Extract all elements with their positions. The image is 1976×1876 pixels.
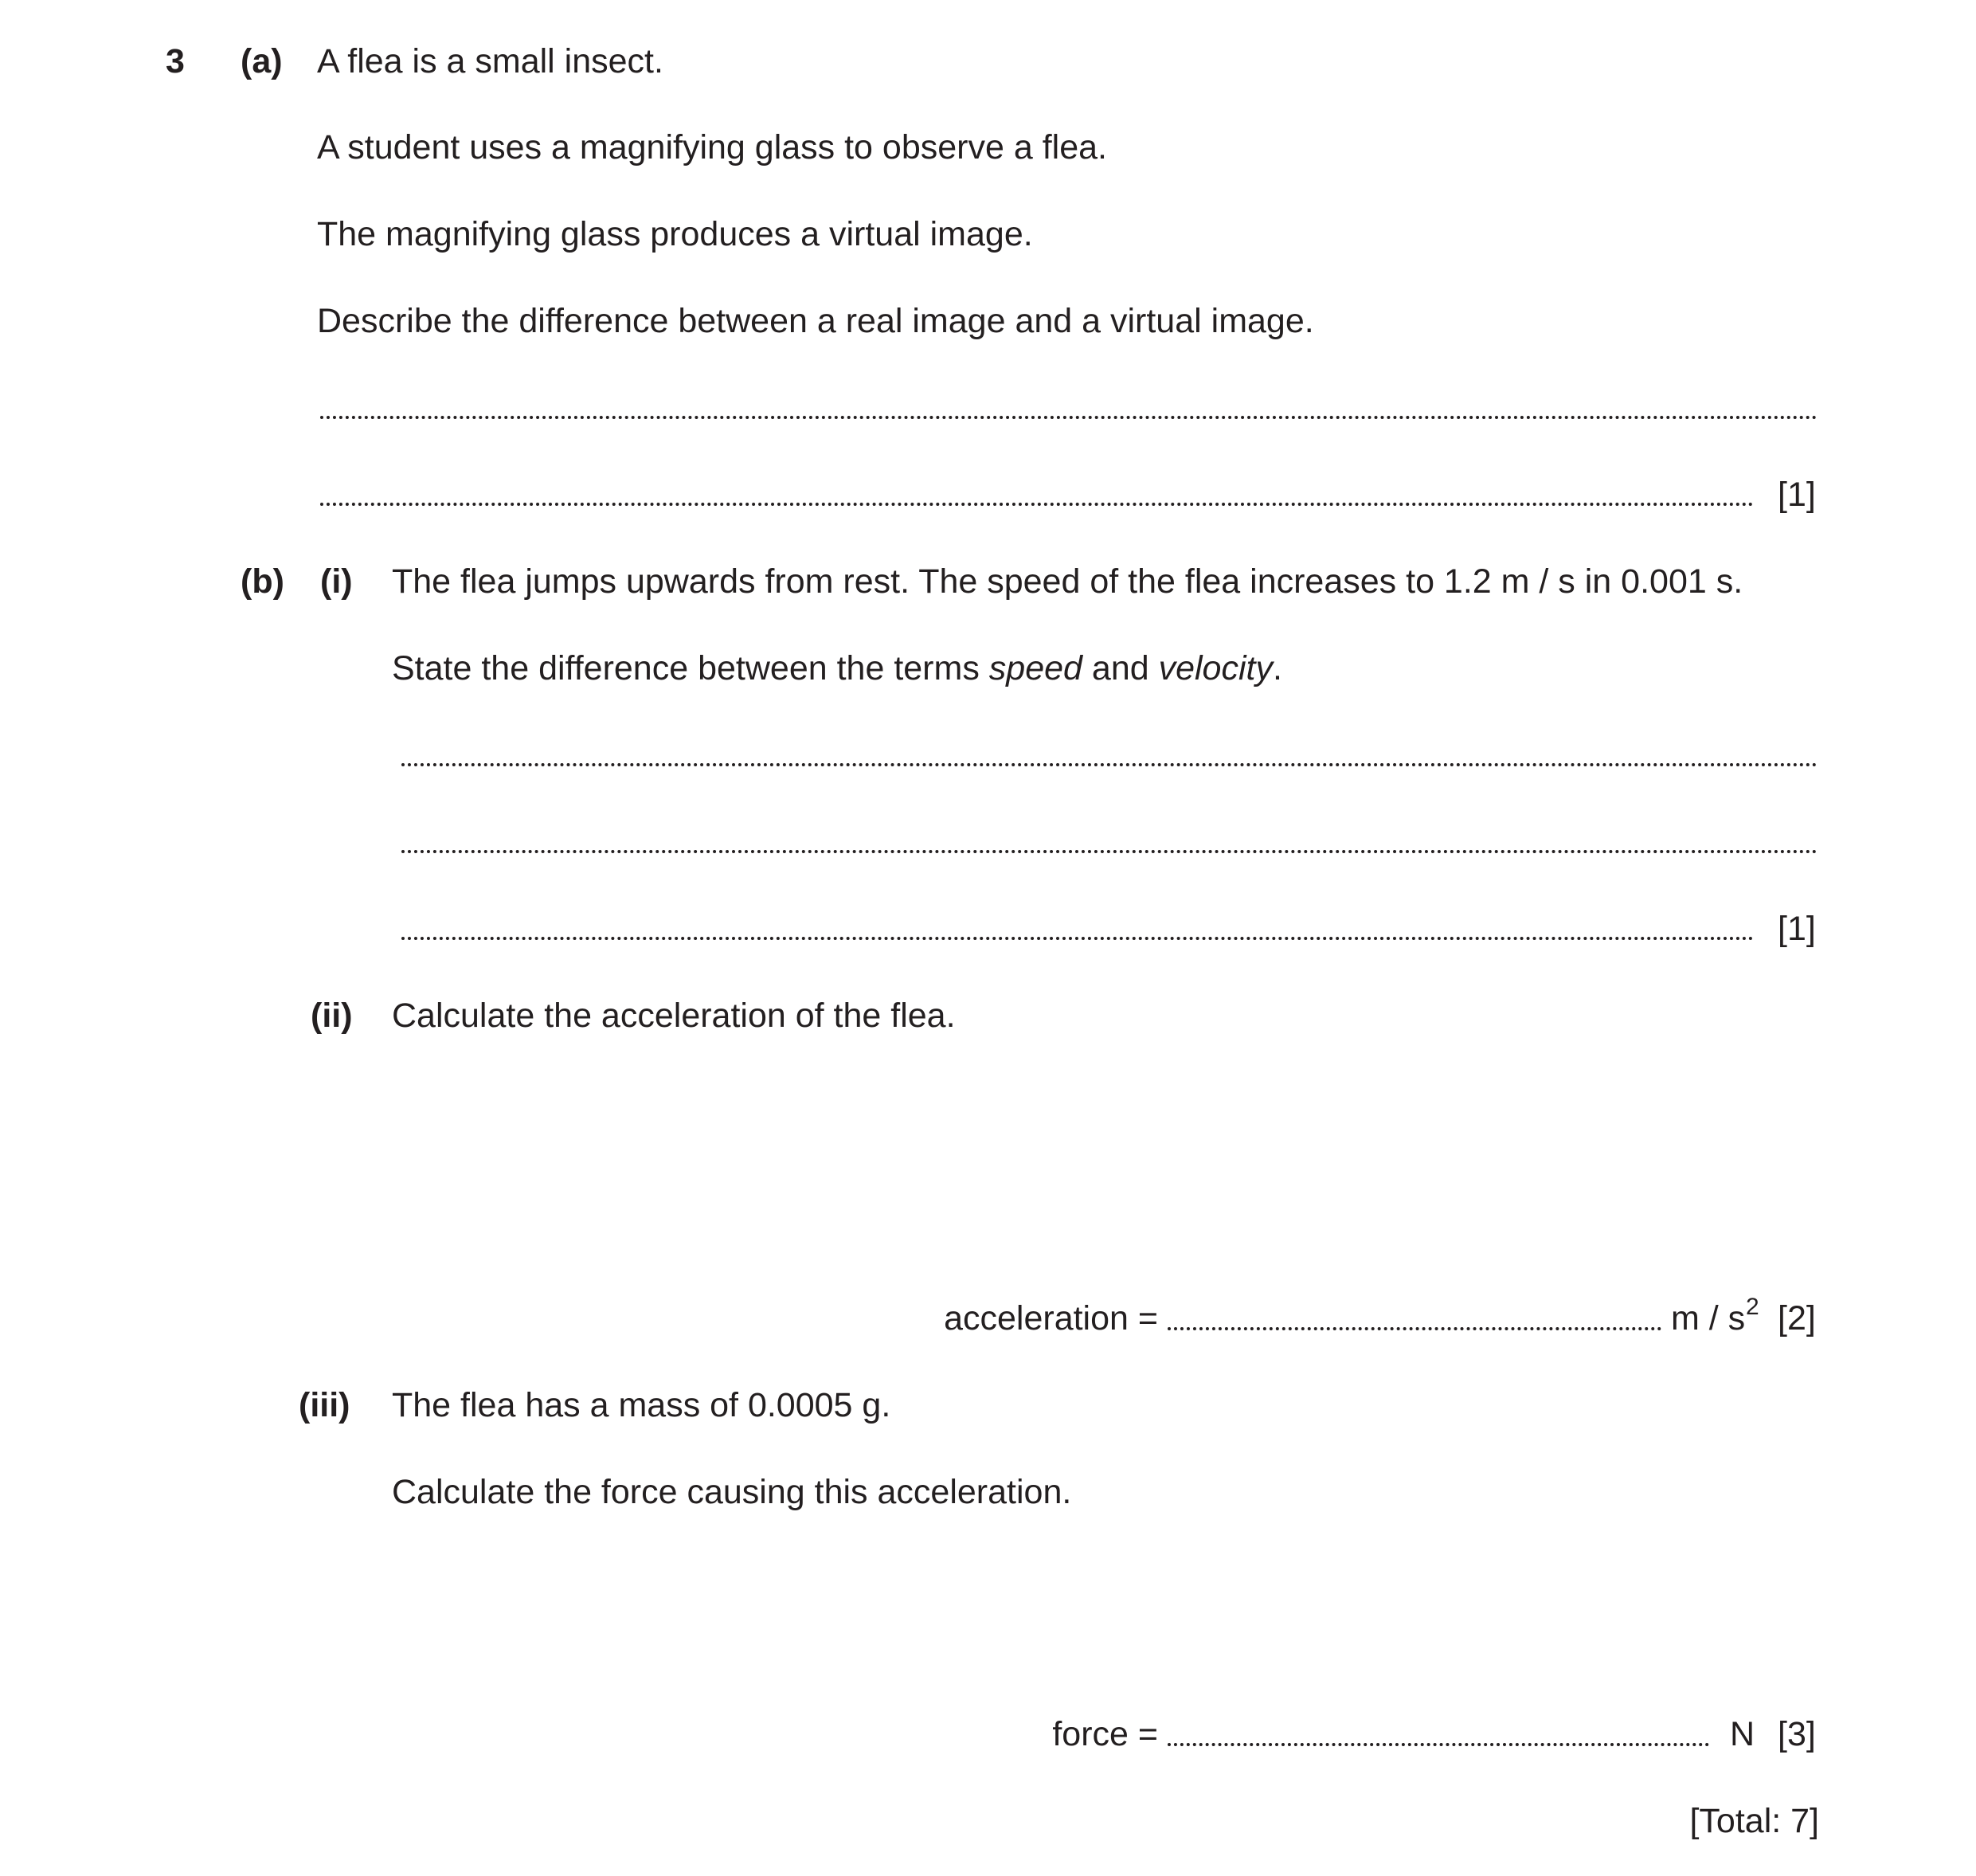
part-b-i-line2-end: . xyxy=(1272,649,1282,687)
part-a-answer-line-2[interactable] xyxy=(320,503,1754,506)
part-b-i-line2-mid: and xyxy=(1082,649,1159,687)
part-b-i-label: (i) xyxy=(320,562,353,601)
part-b-iii-line2: Calculate the force causing this acceleration. xyxy=(392,1473,1072,1511)
part-a-line3: The magnifying glass produces a virtual image. xyxy=(317,215,1033,253)
part-b-i-line2 xyxy=(392,649,1282,687)
part-a-line4: Describe the difference between a real image and a virtual image. xyxy=(317,302,1314,340)
part-b-ii-line1: Calculate the acceleration of the flea. xyxy=(392,997,956,1035)
acceleration-answer-line[interactable] xyxy=(1168,1327,1661,1330)
part-b-i-line2-start: State the difference between the terms xyxy=(392,649,989,687)
part-b-i-answer-line-2[interactable] xyxy=(401,850,1818,853)
part-a-marks: [1] xyxy=(1778,476,1816,514)
question-number: 3 xyxy=(166,42,185,80)
total-marks: [Total: 7] xyxy=(1689,1802,1819,1840)
acceleration-unit: m / s xyxy=(1671,1299,1746,1337)
part-b-iii-marks: [3] xyxy=(1778,1715,1816,1753)
part-b-ii-marks: [2] xyxy=(1778,1299,1816,1337)
force-unit: N xyxy=(1730,1715,1755,1753)
part-b-ii-label: (ii) xyxy=(311,997,353,1035)
part-a-answer-line-1[interactable] xyxy=(320,416,1818,419)
part-b-i-answer-line-3[interactable] xyxy=(401,937,1754,940)
part-a-label: (a) xyxy=(241,42,283,80)
part-b-i-answer-line-1[interactable] xyxy=(401,763,1818,766)
acceleration-label: acceleration = xyxy=(944,1299,1158,1337)
part-b-iii-line1: The flea has a mass of 0.0005 g. xyxy=(392,1386,891,1424)
part-a-line1: A flea is a small insect. xyxy=(317,42,663,80)
part-b-i-line1: The flea jumps upwards from rest. The speed of the flea increases to 1.2 m / s in 0.001 s. xyxy=(392,562,1743,601)
term-velocity: velocity xyxy=(1158,649,1273,687)
force-label: force = xyxy=(1052,1715,1158,1753)
part-b-iii-label: (iii) xyxy=(299,1386,350,1424)
term-speed: speed xyxy=(988,649,1082,687)
force-answer-line[interactable] xyxy=(1168,1743,1709,1746)
part-a-line2: A student uses a magnifying glass to observe a flea. xyxy=(317,128,1107,166)
part-b-label: (b) xyxy=(241,562,284,601)
part-b-i-marks: [1] xyxy=(1778,910,1816,948)
acceleration-unit-exponent: 2 xyxy=(1746,1294,1759,1320)
